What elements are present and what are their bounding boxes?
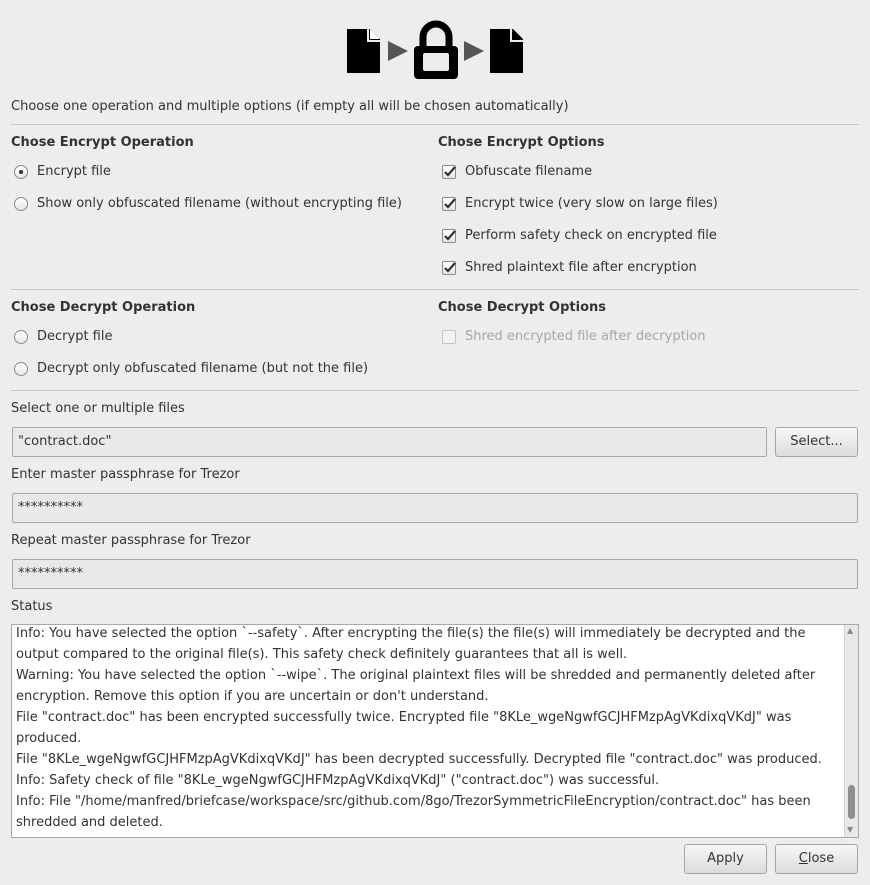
passphrase-repeat-label: Repeat master passphrase for Trezor: [11, 533, 251, 548]
apply-button[interactable]: Apply: [684, 844, 767, 874]
radio-label: Decrypt file: [37, 329, 113, 344]
status-lines: [16, 624, 840, 833]
checkbox-shred-plaintext[interactable]: [442, 260, 697, 275]
status-line: File "contract.doc" has been encrypted successfully twice. Encrypted file "8KLe_wgeNgwfGCJHFMzpAgVKdixqVKdJ" was: [16, 710, 792, 725]
encrypt-options-title: Chose Encrypt Options: [438, 135, 605, 150]
checkbox-label: Encrypt twice (very slow on large files): [465, 196, 718, 211]
radio-indicator[interactable]: [14, 362, 28, 376]
checkbox-indicator: [442, 330, 456, 344]
close-button[interactable]: [775, 844, 858, 874]
radio-encrypt-file[interactable]: [14, 164, 111, 179]
encrypt-operation-title: Chose Encrypt Operation: [11, 135, 194, 150]
divider: [11, 124, 859, 125]
checkbox-indicator[interactable]: [442, 229, 456, 243]
radio-indicator[interactable]: [14, 165, 28, 179]
scrollbar-thumb[interactable]: [848, 785, 855, 819]
radio-show-obfuscated-filename[interactable]: [14, 196, 402, 211]
decrypt-operation-title: Chose Decrypt Operation: [11, 300, 196, 315]
radio-decrypt-obfuscated-filename[interactable]: [14, 361, 368, 376]
status-scrollbar[interactable]: [844, 625, 858, 837]
status-line: Info: Safety check of file "8KLe_wgeNgwfGCJHFMzpAgVKdixqVKdJ" ("contract.doc") was successful.: [16, 773, 660, 788]
instruction-text: Choose one operation and multiple options (if empty all will be chosen automatically): [11, 99, 569, 114]
status-log[interactable]: [11, 624, 859, 838]
radio-decrypt-file[interactable]: [14, 329, 112, 344]
checkbox-label: Shred encrypted file after decryption: [465, 329, 706, 344]
checkbox-label: Perform safety check on encrypted file: [465, 228, 717, 243]
select-files-button[interactable]: Select...: [775, 427, 858, 457]
close-mnemonic: C: [798, 851, 808, 866]
status-line: Info: You have selected the option `--safety`. After encrypting the file(s) the file(s) will immediately be decrypted and the: [16, 626, 806, 641]
scroll-down-icon[interactable]: ▼: [847, 825, 854, 834]
scroll-up-icon[interactable]: ▲: [847, 626, 854, 635]
checkbox-label: Shred plaintext file after encryption: [465, 260, 697, 275]
status-line: Warning: You have selected the option `--wipe`. The original plaintext files will be shredded and permanently deleted after: [16, 668, 816, 683]
radio-label: Show only obfuscated filename (without encrypting file): [37, 196, 402, 211]
checkbox-obfuscate-filename[interactable]: [442, 164, 592, 179]
radio-label: Decrypt only obfuscated filename (but not the file): [37, 361, 369, 376]
close-label: lose: [807, 851, 835, 866]
status-line: Info: File "/home/manfred/briefcase/workspace/src/github.com/8go/TrezorSymmetricFileEncryption/contract.doc" has been: [16, 794, 811, 809]
radio-label: Encrypt file: [37, 164, 111, 179]
decrypt-options-title: Chose Decrypt Options: [438, 300, 607, 315]
divider: [11, 289, 859, 290]
status-line: produced.: [16, 731, 82, 746]
checkbox-shred-encrypted: [442, 329, 706, 344]
radio-indicator[interactable]: [14, 330, 28, 344]
status-label: Status: [11, 599, 53, 614]
status-line: output compared to the original file(s). This safety check definitely guarantees that all is well.: [16, 647, 628, 662]
checkbox-indicator[interactable]: [442, 261, 456, 275]
status-line: shredded and deleted.: [16, 815, 163, 830]
checkbox-indicator[interactable]: [442, 197, 456, 211]
files-label: Select one or multiple files: [11, 401, 185, 416]
passphrase-repeat-input[interactable]: **********: [12, 559, 858, 589]
status-line: encryption. Remove this option if you are uncertain or don't understand.: [16, 689, 489, 704]
passphrase-input[interactable]: **********: [12, 493, 858, 523]
passphrase-label: Enter master passphrase for Trezor: [11, 467, 240, 482]
files-input[interactable]: "contract.doc": [12, 427, 767, 457]
divider: [11, 390, 859, 391]
status-line: File "8KLe_wgeNgwfGCJHFMzpAgVKdixqVKdJ" has been decrypted successfully. Decrypted file "contract.doc" was produced.: [16, 752, 822, 767]
checkbox-safety-check[interactable]: [442, 228, 717, 243]
checkbox-indicator[interactable]: [442, 165, 456, 179]
checkbox-encrypt-twice[interactable]: [442, 196, 718, 211]
file-lock-file-icon: [346, 20, 524, 82]
radio-indicator[interactable]: [14, 197, 28, 211]
checkbox-label: Obfuscate filename: [465, 164, 593, 179]
